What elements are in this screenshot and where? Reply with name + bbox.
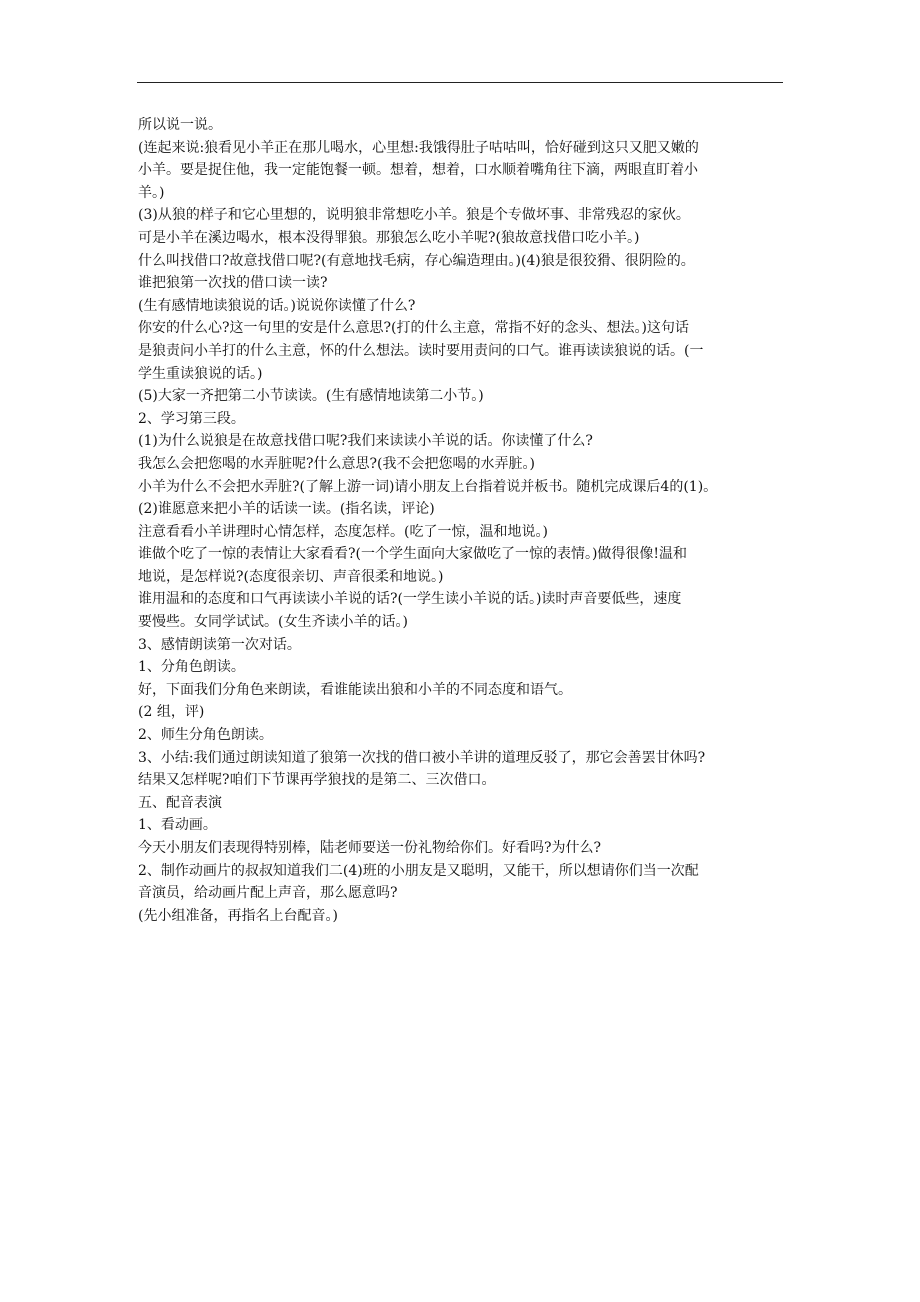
text-line: 学生重读狼说的话。)	[138, 365, 263, 382]
text-line: (3)从狼的样子和它心里想的，说明狼非常想吃小羊。狼是个专做坏事、非常残忍的家伙。	[138, 207, 690, 224]
text-line: 结果又怎样呢?咱们下节课再学狼找的是第二、三次借口。	[138, 772, 496, 789]
text-line: 2、制作动画片的叔叔知道我们二(4)班的小朋友是又聪明，又能干，所以想请你们当一次配	[138, 862, 699, 879]
text-line: (2)谁愿意来把小羊的话读一读。(指名读，评论)	[138, 501, 435, 518]
text-line: 注意看看小羊讲理时心情怎样，态度怎样。(吃了一惊，温和地说。)	[138, 523, 548, 540]
text-line: 小羊为什么不会把水弄脏?(了解上游一词)请小朋友上台指着说并板书。随机完成课后4的(1)。	[138, 478, 718, 495]
text-line: 2、师生分角色朗读。	[138, 727, 273, 744]
text-line: 谁用温和的态度和口气再读读小羊说的话?(一学生读小羊说的话。)读时声音要低些，速度	[138, 591, 682, 608]
text-line: 地说，是怎样说?(态度很亲切、声音很柔和地说。)	[138, 568, 444, 585]
text-line: 我怎么会把您喝的水弄脏呢?什么意思?(我不会把您喝的水弄脏。)	[138, 455, 535, 472]
text-line: 1、看动画。	[138, 817, 217, 834]
text-line: 所以说一说。	[138, 117, 222, 133]
text-line: (5)大家一齐把第二小节读读。(生有感情地读第二小节。)	[138, 388, 484, 405]
text-line: 1、分角色朗读。	[138, 659, 245, 676]
text-line: 2、学习第三段。	[138, 410, 245, 427]
text-line: 今天小朋友们表现得特别棒，陆老师要送一份礼物给你们。好看吗?为什么?	[138, 840, 602, 856]
text-line: 谁做个吃了一惊的表情让大家看看?(一个学生面向大家做吃了一惊的表情。)做得很像!温和	[138, 546, 688, 563]
text-line: 五、配音表演	[138, 794, 222, 811]
text-line: 可是小羊在溪边喝水，根本没得罪狼。那狼怎么吃小羊呢?(狼故意找借口吃小羊。)	[138, 229, 640, 246]
text-line: 要慢些。女同学试试。(女生齐读小羊的话。)	[138, 614, 408, 631]
text-line: 3、感情朗读第一次对话。	[138, 636, 301, 653]
header-rule	[137, 82, 783, 83]
text-line: 你安的什么心?这一句里的安是什么意思?(打的什么主意，常指不好的念头、想法。)这句话	[138, 320, 689, 337]
text-line: (生有感情地读狼说的话。)说说你读懂了什么?	[138, 297, 416, 314]
text-line: 谁把狼第一次找的借口读一读?	[138, 275, 328, 292]
text-line: (先小组准备，再指名上台配音。)	[138, 907, 338, 924]
text-line: 好，下面我们分角色来朗读，看谁能读出狼和小羊的不同态度和语气。	[138, 681, 572, 698]
document-body	[138, 114, 788, 927]
text-line: 音演员，给动画片配上声音，那么愿意吗?	[138, 885, 398, 902]
text-line: 小羊。要是捉住他，我一定能饱餐一顿。想着，想着，口水顺着嘴角往下滴，两眼直盯着小	[138, 162, 698, 179]
text-line: 3、小结:我们通过朗读知道了狼第一次找的借口被小羊讲的道理反驳了，那它会善罢甘休吗?	[138, 749, 706, 766]
text-line: (1)为什么说狼是在故意找借口呢?我们来读读小羊说的话。你读懂了什么?	[138, 433, 593, 450]
text-line: (2 组，评)	[138, 704, 205, 721]
text-line: 什么叫找借口?故意找借口呢?(有意地找毛病，存心编造理由。)(4)狼是很狡猾、很阴险的。	[138, 252, 695, 269]
text-line: (连起来说:狼看见小羊正在那儿喝水，心里想:我饿得肚子咕咕叫，恰好碰到这只又肥又嫩的	[138, 139, 699, 156]
text-line: 羊。)	[138, 184, 165, 201]
text-line: 是狼责问小羊打的什么主意，怀的什么想法。读时要用责问的口气。谁再读读狼说的话。(一	[138, 342, 704, 359]
